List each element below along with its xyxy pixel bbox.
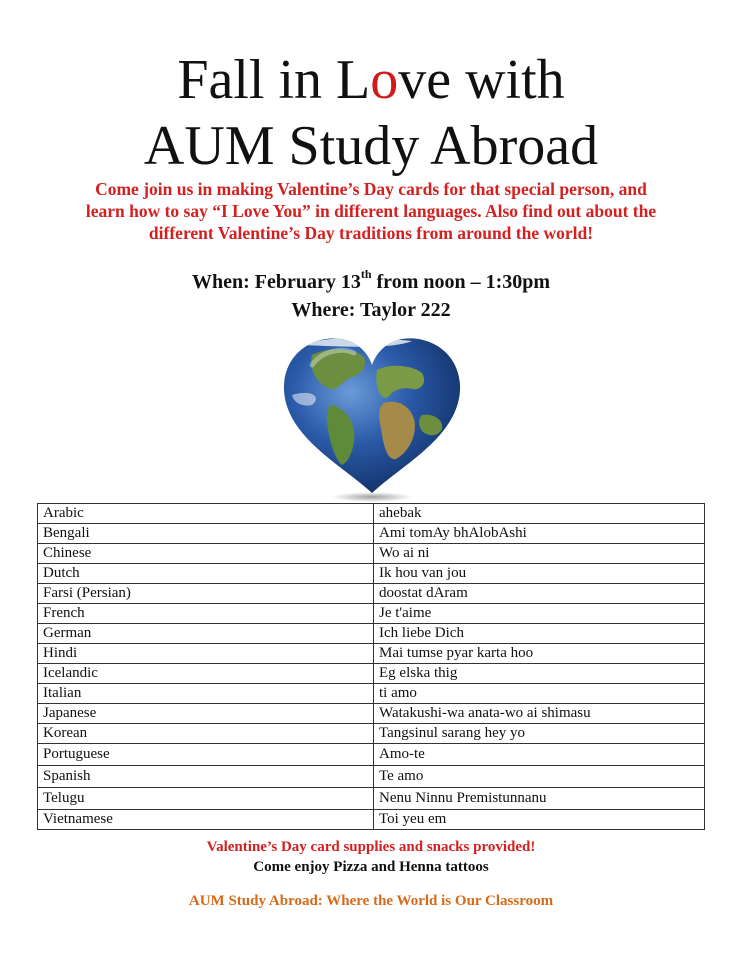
table-row (38, 624, 705, 644)
table-row (38, 684, 705, 704)
language-cell: Korean (38, 724, 374, 744)
table-row (38, 810, 705, 830)
phrase-cell: Ich liebe Dich (374, 624, 705, 644)
table-row (38, 544, 705, 564)
supplies-note: Valentine’s Day card supplies and snacks provided! (206, 839, 536, 855)
intro-line-1: Come join us in making Valentine’s Day cards for that special person, and (95, 179, 647, 199)
language-cell: Farsi (Persian) (38, 584, 374, 604)
language-cell: Vietnamese (38, 810, 374, 830)
phrase-cell: Je t'aime (374, 604, 705, 624)
table-row (38, 504, 705, 524)
heart-ocean (284, 338, 460, 493)
phrase-cell: Watakushi-wa anata-wo ai shimasu (374, 704, 705, 724)
when-suffix: from noon – 1:30pm (371, 271, 551, 293)
phrase-cell: Amo-te (374, 744, 705, 766)
table-row (38, 766, 705, 788)
language-cell: German (38, 624, 374, 644)
language-cell: Bengali (38, 524, 374, 544)
title-red-o: o (370, 49, 399, 111)
title-line-1-end: ve with (398, 49, 565, 111)
table-row (38, 604, 705, 624)
table-row (38, 564, 705, 584)
event-where: Where: Taylor 222 (291, 299, 451, 321)
table-row (38, 644, 705, 664)
phrase-cell: Ami tomAy bhAlobAshi (374, 524, 705, 544)
title-line-1 (0, 50, 742, 110)
language-cell: French (38, 604, 374, 624)
language-cell: Spanish (38, 766, 374, 788)
intro-line-3: different Valentine’s Day traditions from around the world! (148, 223, 594, 243)
phrase-cell: Te amo (374, 766, 705, 788)
phrase-cell: Mai tumse pyar karta hoo (374, 644, 705, 664)
language-cell: Chinese (38, 544, 374, 564)
intro-text (40, 178, 702, 244)
table-row (38, 744, 705, 766)
tagline: AUM Study Abroad: Where the World is Our Classroom (188, 893, 554, 909)
table-row (38, 724, 705, 744)
phrase-cell: Eg elska thig (374, 664, 705, 684)
table-row (38, 704, 705, 724)
language-cell: Arabic (38, 504, 374, 524)
language-cell: Japanese (38, 704, 374, 724)
phrase-cell: Nenu Ninnu Premistunnanu (374, 788, 705, 810)
language-cell: Telugu (38, 788, 374, 810)
title-line-1-start: Fall in L (177, 49, 371, 111)
language-cell: Italian (38, 684, 374, 704)
event-when (0, 267, 742, 294)
phrase-cell: Tangsinul sarang hey yo (374, 724, 705, 744)
language-cell: Portuguese (38, 744, 374, 766)
heart-shadow (332, 492, 412, 502)
title-line-2: AUM Study Abroad (143, 115, 599, 177)
earth-heart-svg (272, 325, 472, 503)
intro-line-2: learn how to say “I Love You” in different languages. Also find out about the (85, 201, 657, 221)
table-row (38, 664, 705, 684)
pizza-note: Come enjoy Pizza and Henna tattoos (253, 859, 489, 875)
table-row (38, 584, 705, 604)
phrase-cell: doostat dAram (374, 584, 705, 604)
phrase-cell: ahebak (374, 504, 705, 524)
when-prefix: When: February 13 (191, 271, 361, 293)
phrase-cell: Toi yeu em (374, 810, 705, 830)
phrase-cell: Wo ai ni (374, 544, 705, 564)
phrase-cell: ti amo (374, 684, 705, 704)
language-cell: Hindi (38, 644, 374, 664)
language-cell: Icelandic (38, 664, 374, 684)
table-row (38, 524, 705, 544)
language-table-body (38, 504, 705, 830)
when-superscript: th (360, 267, 372, 282)
language-cell: Dutch (38, 564, 374, 584)
language-table (37, 503, 705, 830)
phrase-cell: Ik hou van jou (374, 564, 705, 584)
table-row (38, 788, 705, 810)
earth-heart-icon (272, 325, 472, 503)
